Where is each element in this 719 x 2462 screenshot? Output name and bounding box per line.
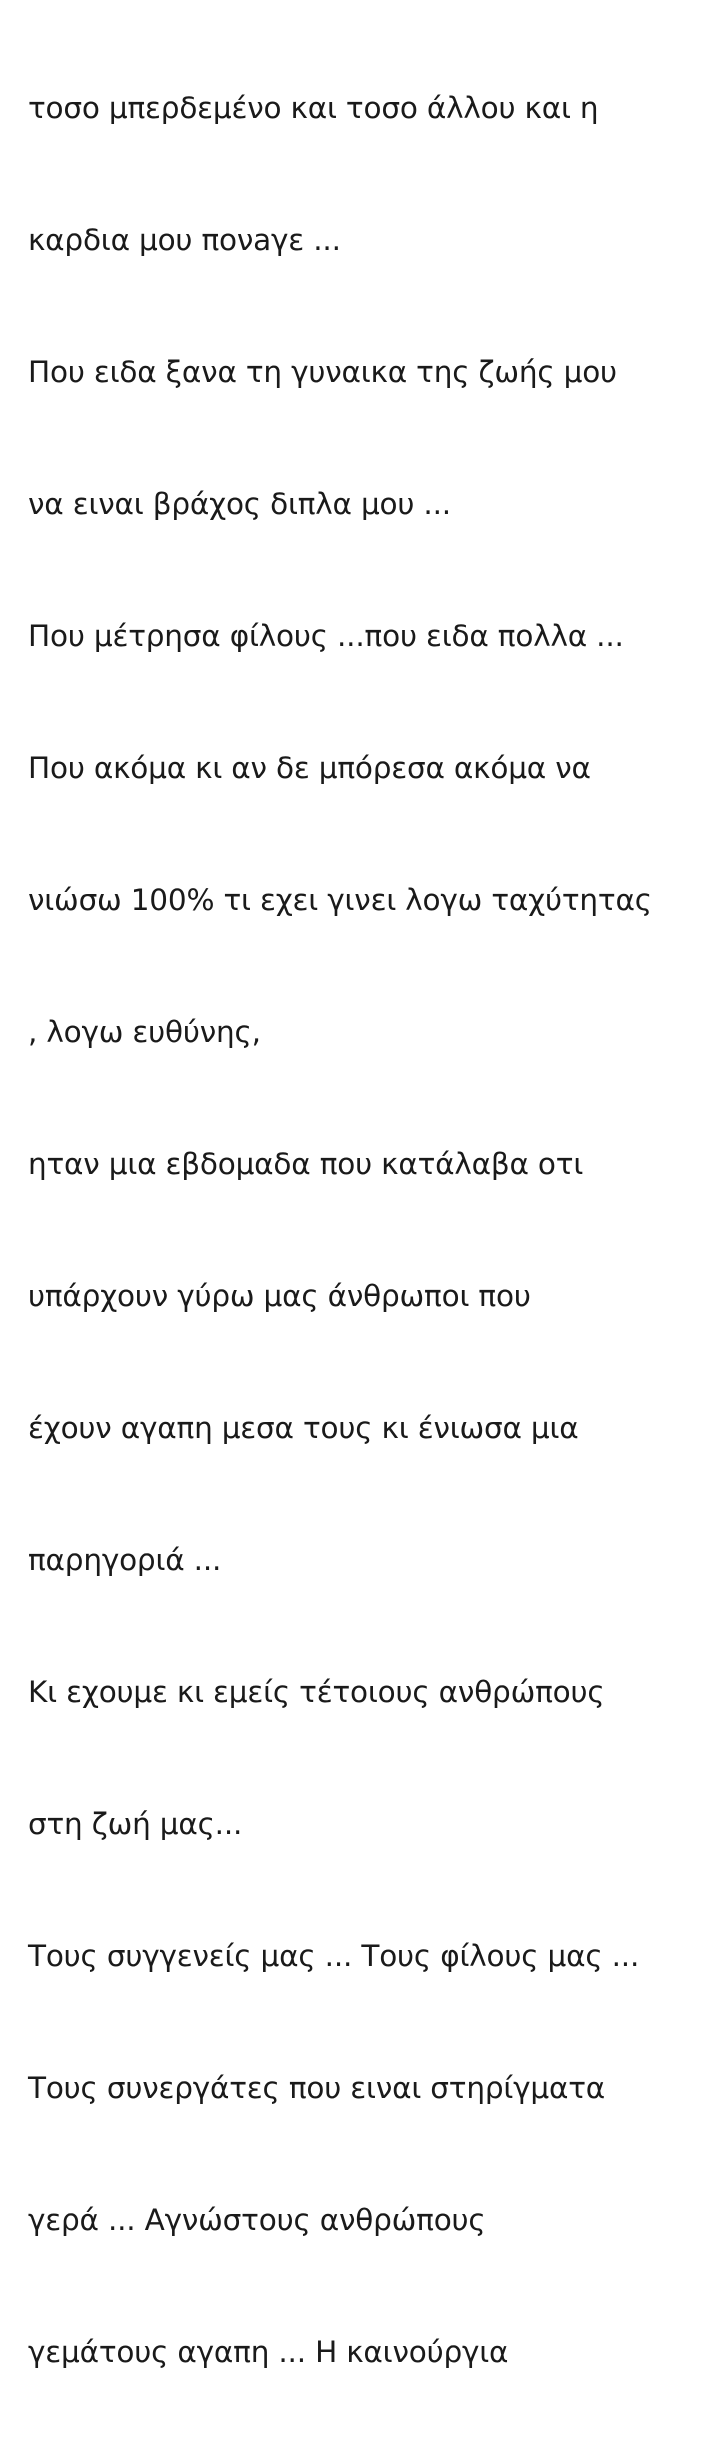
- post-line: υπάρχουν γύρω μας άνθρωποι που: [28, 1279, 531, 1313]
- post-line: Που ειδα ξανα τη γυναικα της ζωής μου: [28, 355, 617, 389]
- post-line: Τους συνεργάτες που ειναι στηρίγματα: [28, 2071, 606, 2105]
- post-line: τοσο μπερδεμένο και τοσο άλλου και η: [28, 91, 599, 125]
- post-line: να ειναι βράχος διπλα μου ...: [28, 487, 451, 521]
- post-line: Που ακόμα κι αν δε μπόρεσα ακόμα να: [28, 751, 591, 785]
- post-line: παρηγοριά ...: [28, 1543, 222, 1577]
- post-line: γερά ... Αγνώστους ανθρώπους: [28, 2203, 486, 2237]
- post-line: , λογω ευθύνης,: [28, 1015, 261, 1049]
- post-line: καρδια μου πονaγε ...: [28, 223, 341, 257]
- post-line: γεμάτους αγαπη ... Η καινούργια: [28, 2335, 509, 2369]
- post-line: Κι εχουμε κι εμείς τέτοιους ανθρώπους: [28, 1675, 605, 1709]
- post-line: νιώσω 100% τι εχει γινει λογω ταχύτητας: [28, 883, 652, 917]
- post-line: Που μέτρησα φίλους ...που ειδα πολλα ...: [28, 619, 624, 653]
- post-line: στη ζωή μας...: [28, 1807, 243, 1841]
- post-line: Τους συγγενείς μας ... Τους φίλους μας ...: [28, 1939, 640, 1973]
- post-line: έχουν αγαπη μεσα τους κι ένιωσα μια: [28, 1411, 579, 1445]
- post-line: ηταν μια εβδομαδα που κατάλαβα οτι: [28, 1147, 584, 1181]
- post-body-text: [28, 0, 700, 2462]
